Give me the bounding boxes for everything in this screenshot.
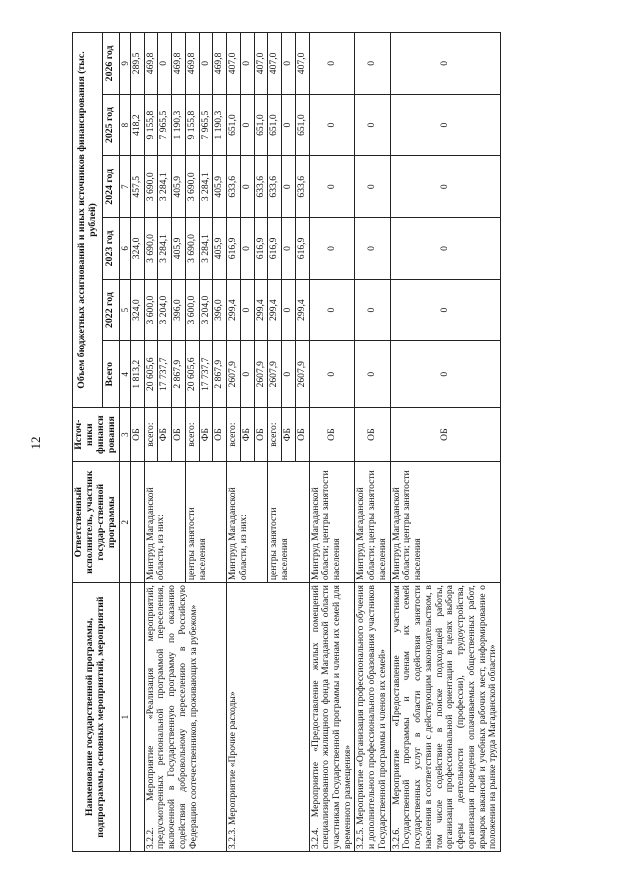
- value-cell: 616,9: [227, 218, 241, 280]
- value-cell: 418,2: [130, 94, 144, 156]
- value-cell: 2607,9: [268, 341, 282, 408]
- value-cell: 469,8: [172, 33, 186, 95]
- executor-cell: центры занятости населения: [185, 462, 226, 583]
- value-cell: 0: [282, 218, 296, 280]
- value-cell: 2607,9: [295, 341, 309, 408]
- header-volume: Объем бюджетных ассигнований и иных источников финансирования (тыс. рублей): [73, 33, 103, 408]
- executor-cell: Минтруд Магаданской области, из них:: [144, 462, 185, 583]
- source-cell: ОБ: [295, 408, 309, 462]
- rotated-table-page: [72, 32, 572, 852]
- value-cell: 1 190,3: [213, 94, 227, 156]
- header-year: 2022 год: [103, 279, 120, 341]
- measure-name: 3.2.2. Мероприятие «Реализация мероприятий, предусмотренных региональной программой переселения, включенной в Государственную программу по оказанию содействия добровольному переселению в Российскую Федерацию соотечественников, проживающих за рубежом»: [144, 583, 226, 852]
- value-cell: 3 600,0: [185, 279, 199, 341]
- source-cell: всего:: [268, 408, 282, 462]
- value-cell: 616,9: [268, 218, 282, 280]
- value-cell: 0: [240, 94, 254, 156]
- col-number: 9: [119, 33, 130, 95]
- source-cell: ФБ: [282, 408, 296, 462]
- value-cell: 407,0: [268, 33, 282, 95]
- value-cell: 633,6: [295, 156, 309, 218]
- value-cell: 2 867,9: [213, 341, 227, 408]
- col-number: 6: [119, 218, 130, 280]
- value-cell: 407,0: [254, 33, 268, 95]
- value-cell: 7 965,5: [199, 94, 213, 156]
- measure-name: 3.2.4. Мероприятие «Предоставление жилых помещений специализированного жилищного фонда Магаданской области участникам Государственной программы и членам их семей для временного размещения»: [309, 583, 355, 852]
- value-cell: 0: [355, 33, 390, 95]
- source-cell: ФБ: [158, 408, 172, 462]
- value-cell: 3 284,1: [199, 218, 213, 280]
- value-cell: 9 155,8: [144, 94, 158, 156]
- value-cell: 299,4: [254, 279, 268, 341]
- value-cell: 2607,9: [254, 341, 268, 408]
- value-cell: 651,0: [227, 94, 241, 156]
- value-cell: 0: [282, 94, 296, 156]
- value-cell: 405,9: [213, 156, 227, 218]
- value-cell: 0: [355, 279, 390, 341]
- value-cell: 299,4: [295, 279, 309, 341]
- value-cell: 20 605,6: [185, 341, 199, 408]
- source-cell: ОБ: [390, 408, 500, 462]
- value-cell: 0: [309, 94, 355, 156]
- value-cell: 405,9: [213, 218, 227, 280]
- value-cell: 0: [309, 341, 355, 408]
- header-executor: Ответственный исполнитель, участник государ-ственной программы: [73, 462, 120, 583]
- value-cell: 0: [355, 94, 390, 156]
- value-cell: 0: [309, 218, 355, 280]
- value-cell: 3 690,0: [185, 156, 199, 218]
- header-year: 2026 год: [103, 33, 120, 95]
- value-cell: 616,9: [295, 218, 309, 280]
- source-cell: ФБ: [199, 408, 213, 462]
- value-cell: 633,6: [254, 156, 268, 218]
- value-cell: 3 600,0: [144, 279, 158, 341]
- value-cell: 0: [390, 33, 500, 95]
- value-cell: 407,0: [227, 33, 241, 95]
- executor-cell: Минтруд Магаданской области; центры занятости населения: [309, 462, 355, 583]
- value-cell: 633,6: [227, 156, 241, 218]
- value-cell: 0: [282, 156, 296, 218]
- value-cell: 3 690,0: [144, 218, 158, 280]
- executor-cell: центры занятости населения: [268, 462, 309, 583]
- value-cell: 324,0: [130, 218, 144, 280]
- value-cell: 2 867,9: [172, 341, 186, 408]
- value-cell: 3 690,0: [144, 156, 158, 218]
- value-cell: 1 190,3: [172, 94, 186, 156]
- table-row: [227, 33, 241, 852]
- value-cell: 17 737,7: [158, 341, 172, 408]
- page-number: 12: [28, 436, 43, 450]
- executor-cell: Минтруд Магаданской области, из них:: [227, 462, 268, 583]
- source-cell: ОБ: [130, 408, 144, 462]
- value-cell: 651,0: [295, 94, 309, 156]
- value-cell: 651,0: [254, 94, 268, 156]
- value-cell: 0: [282, 33, 296, 95]
- value-cell: 469,8: [213, 33, 227, 95]
- value-cell: 0: [355, 218, 390, 280]
- source-cell: ОБ: [355, 408, 390, 462]
- value-cell: 3 204,0: [199, 279, 213, 341]
- value-cell: 616,9: [254, 218, 268, 280]
- value-cell: 469,8: [144, 33, 158, 95]
- value-cell: 0: [390, 94, 500, 156]
- value-cell: 17 737,7: [199, 341, 213, 408]
- value-cell: 633,6: [268, 156, 282, 218]
- value-cell: 0: [240, 156, 254, 218]
- value-cell: 0: [240, 33, 254, 95]
- col-number: 3: [119, 408, 130, 462]
- value-cell: 3 690,0: [185, 218, 199, 280]
- executor-cell: Минтруд Магаданской области; центры занятости населения: [390, 462, 500, 583]
- source-cell: всего:: [227, 408, 241, 462]
- value-cell: 0: [390, 218, 500, 280]
- col-number: 5: [119, 279, 130, 341]
- source-cell: ОБ: [213, 408, 227, 462]
- value-cell: 405,9: [172, 218, 186, 280]
- header-total: Всего: [103, 341, 120, 408]
- value-cell: 289,5: [130, 33, 144, 95]
- value-cell: 457,5: [130, 156, 144, 218]
- table-row: [309, 33, 355, 852]
- value-cell: 0: [309, 156, 355, 218]
- measure-name: 3.2.3. Мероприятие «Прочие расходы»: [227, 583, 309, 852]
- value-cell: 0: [355, 156, 390, 218]
- value-cell: 324,0: [130, 279, 144, 341]
- col-number: 7: [119, 156, 130, 218]
- value-cell: 407,0: [295, 33, 309, 95]
- value-cell: 0: [282, 341, 296, 408]
- header-source: Источ-ники финанси рования: [73, 408, 120, 462]
- table-row: [130, 33, 144, 852]
- value-cell: 3 204,0: [158, 279, 172, 341]
- source-cell: ОБ: [309, 408, 355, 462]
- value-cell: 0: [390, 156, 500, 218]
- value-cell: 0: [158, 33, 172, 95]
- value-cell: 405,9: [172, 156, 186, 218]
- value-cell: 2607,9: [227, 341, 241, 408]
- value-cell: 0: [240, 218, 254, 280]
- measure-name: 3.2.6. Мероприятие «Предоставление участникам Государственной программы и членам их семей государственных услуг в области содействия занятости населения в соответствии с действующим законодательством, в том числе содействие в поиске подходящей работы, организация профессиональной ориентации в целях выбора сферы деятельности (профессии), трудоустройства, организация проведения оплачиваемых общественных работ, ярмарок вакансий и учебных рабочих мест, информирование о положении на рынке труда Магаданской области»: [390, 583, 500, 852]
- source-cell: ФБ: [240, 408, 254, 462]
- value-cell: 0: [390, 341, 500, 408]
- value-cell: 3 284,1: [158, 156, 172, 218]
- budget-table: [72, 32, 501, 852]
- value-cell: 0: [282, 279, 296, 341]
- value-cell: 0: [199, 33, 213, 95]
- col-number: 1: [119, 583, 130, 852]
- value-cell: 7 965,5: [158, 94, 172, 156]
- source-cell: всего:: [185, 408, 199, 462]
- header-year: 2023 год: [103, 218, 120, 280]
- value-cell: 469,8: [185, 33, 199, 95]
- col-number: 2: [119, 462, 130, 583]
- table-row: [355, 33, 390, 852]
- value-cell: 0: [240, 279, 254, 341]
- col-number: 4: [119, 341, 130, 408]
- value-cell: 0: [390, 279, 500, 341]
- value-cell: 3 284,1: [158, 218, 172, 280]
- value-cell: 396,0: [172, 279, 186, 341]
- value-cell: 1 813,2: [130, 341, 144, 408]
- value-cell: 396,0: [213, 279, 227, 341]
- measure-name: 3.2.5. Мероприятие «Организация профессионального обучения и дополнительного профессионального образования участников Государственной программы и членов их семей»: [355, 583, 390, 852]
- header-year: 2024 год: [103, 156, 120, 218]
- value-cell: 9 155,8: [185, 94, 199, 156]
- value-cell: 0: [240, 341, 254, 408]
- header-name: Наименование государственной программы, подпрограммы, основных мероприятий, мероприятий: [73, 583, 120, 852]
- value-cell: 299,4: [268, 279, 282, 341]
- value-cell: 0: [355, 341, 390, 408]
- header-year: 2025 год: [103, 94, 120, 156]
- value-cell: 3 284,1: [199, 156, 213, 218]
- value-cell: 0: [309, 33, 355, 95]
- col-number: 8: [119, 94, 130, 156]
- table-row: [144, 33, 158, 852]
- source-cell: ОБ: [254, 408, 268, 462]
- table-row: [390, 33, 500, 852]
- source-cell: ОБ: [172, 408, 186, 462]
- source-cell: всего:: [144, 408, 158, 462]
- value-cell: 0: [309, 279, 355, 341]
- executor-cell: Минтруд Магаданской области; центры занятости населения: [355, 462, 390, 583]
- value-cell: 299,4: [227, 279, 241, 341]
- value-cell: 20 605,6: [144, 341, 158, 408]
- value-cell: 651,0: [268, 94, 282, 156]
